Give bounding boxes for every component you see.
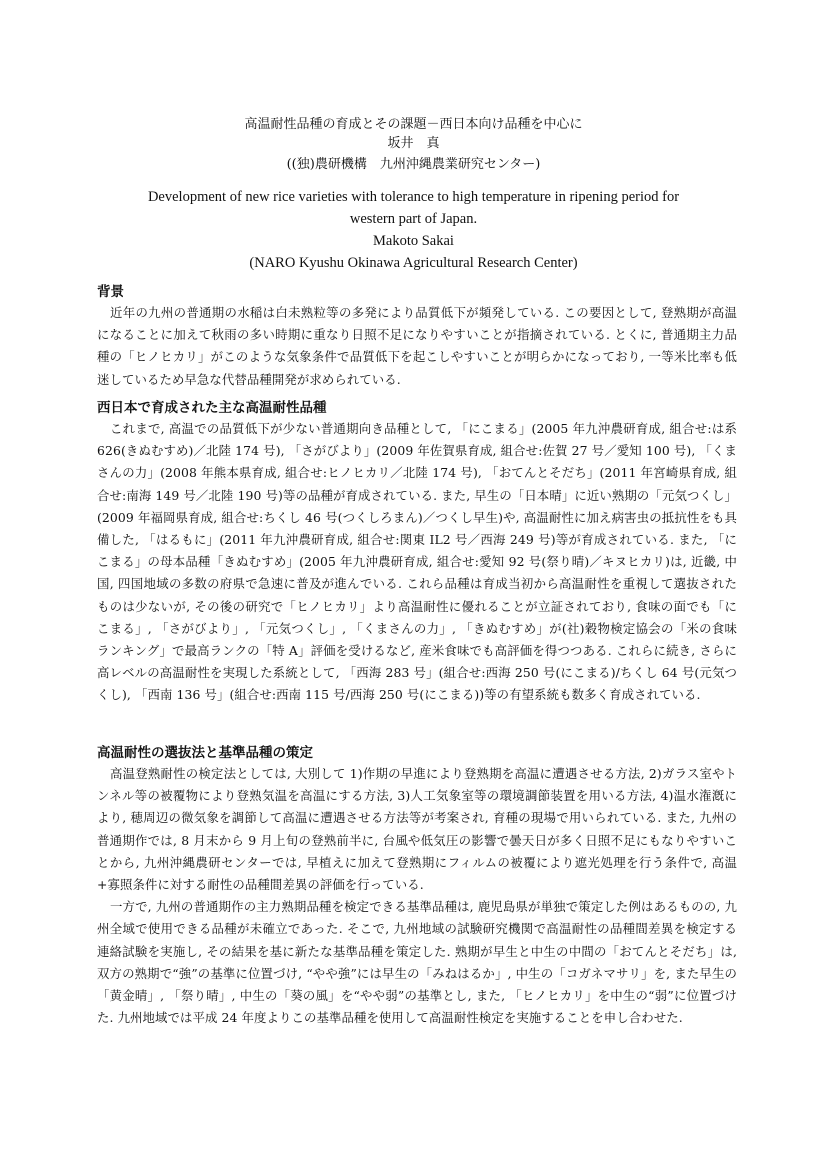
title-en-line2: western part of Japan. [349,211,478,227]
paragraph-varieties: これまで, 高温での品質低下が少ない普通期向き品種として, 「にこまる」(2005 年九沖農研育成, 組合せ:は系 626(きぬむすめ)／北陸 174 号), 「さがびより」(2009 年佐賀県育成, 組合せ:佐賀 27 号／愛知 100 号), 「くまさんの力」(2008 年熊本県育成, 組合せ:ヒノヒカリ／北陸 174 号), 「おてんとそだち」(2011 年宮崎県育成, 組合せ:南海 149 号／北陸 190 号)等の品種が育成されている. また, 早生の「日本晴」に近い熟期の「元気つくし」(2009 年福岡県育成, 組合せ:ちくし 46 号(つくしろまん)／つくし早生)や, 高温耐性に加え病害虫の抵抗性をも具備した, 「はるもに」(2011 年九沖農研育成, 組合せ:関東 IL2 号／西海 249 号)等が育成されている. また, 「にこまる」の母本品種「きぬむすめ」(2005 年九沖農研育成, 組合せ:愛知 92 号(祭り晴)／キヌヒカリ)は, 近畿, 中国, 四国地域の多数の府県で急速に普及が進んでいる. これら品種は育成当初から高温耐性を重視して選抜されたものは少ないが, その後の研究で「ヒノヒカリ」より高温耐性に優れることが立証されており, 食味の面でも「にこまる」, 「さがびより」, 「元気つくし」, 「くまさんの力」, 「きぬむすめ」が(社)穀物検定協会の「米の食味ランキング」で最高ランクの「特 A」評価を受けるなど, 産米食味でも高評価を得つつある. これらに続き, さらに高レベルの高温耐性を実現した系統として, 「西海 283 号」(組合せ:西海 250 号(にこまる)/ちくし 64 号(元気つくし), 「西南 136 号」(組合せ:西南 115 号/西海 250 号(にこまる))等の有望系統も数多く育成されている. [97,421,737,703]
paragraph-selection-2: 一方で, 九州の普通期作の主力熟期品種を検定できる基準品種は, 鹿児島県が単独で策定した例はあるものの, 九州全域で使用できる品種が未確立であった. そこで, 九州地域の試験研究機関で高温耐性の品種間差異を検定する連絡試験を実施し, その結果を基に新たな基準品種を策定した. 熟期が早生と中生の中間の「おてんとそだち」は, 双方の熟期で“強”の基準に位置づけ, “やや強”には早生の「みねはるか」, 中生の「コガネマサリ」を, また早生の「黄金晴」, 「祭り晴」, 中生の「葵の風」を“やや弱”の基準とし, また, 「ヒノヒカリ」を中生の“弱”に位置づけた. 九州地域では平成 24 年度よりこの基準品種を使用して高温耐性検定を実施することを申し合わせた. [97,899,737,1026]
affiliation-jp: ((独)農研機構 九州沖縄農業研究センター) [286,157,541,172]
title-en-line1: Development of new rice varieties with tolerance to high temperature in ripening period for [147,189,680,205]
section-heading-selection: 高温耐性の選抜法と基準品種の策定 [97,745,313,761]
title-jp: 高温耐性品種の育成とその課題－西日本向け品種を中心に [244,117,583,132]
author-jp: 坂井 真 [387,136,440,151]
author-en: Makoto Sakai [373,233,454,249]
paragraph-background: 近年の九州の普通期の水稲は白未熟粒等の多発により品質低下が頻発している. この要因として, 登熟期が高温になることに加えて秋雨の多い時期に重なり日照不足になりやすいことが指摘されている. とくに, 普通期主力品種の「ヒノヒカリ」がこのような気象条件で品質低下を起こしやすいことが明らかになっており, 一等米比率も低迷しているため早急な代替品種開発が求められている. [97,305,737,387]
section-heading-varieties: 西日本で育成された主な高温耐性品種 [97,400,327,416]
section-varieties [97,398,737,707]
section-heading-background: 背景 [97,284,124,300]
paragraph-selection-1: 高温登熟耐性の検定法としては, 大別して 1)作期の早進により登熟期を高温に遭遇させる方法, 2)ガラス室やトンネル等の被覆物により登熟気温を高温にする方法, 3)人工気象室等の環境調節装置を用いる方法, 4)温水潅漑により, 穂周辺の微気象を調節して高温に遭遇させる方法等が考案され, 育種の現場で用いられている. また, 九州の普通期作では, 8 月末から 9 月上旬の登熟前半に, 台風や低気圧の影響で曇天日が多く日照不足にもなりやすいことから, 九州沖縄農研センターでは, 早植えに加えて登熟期にフィルムの被覆により遮光処理を行う条件で, 高温+寡照条件に対する耐性の品種間差異の評価を行っている. [97,766,737,893]
section-background [97,282,737,391]
affiliation-en: (NARO Kyushu Okinawa Agricultural Research Center) [249,255,578,271]
section-selection [97,743,737,1029]
